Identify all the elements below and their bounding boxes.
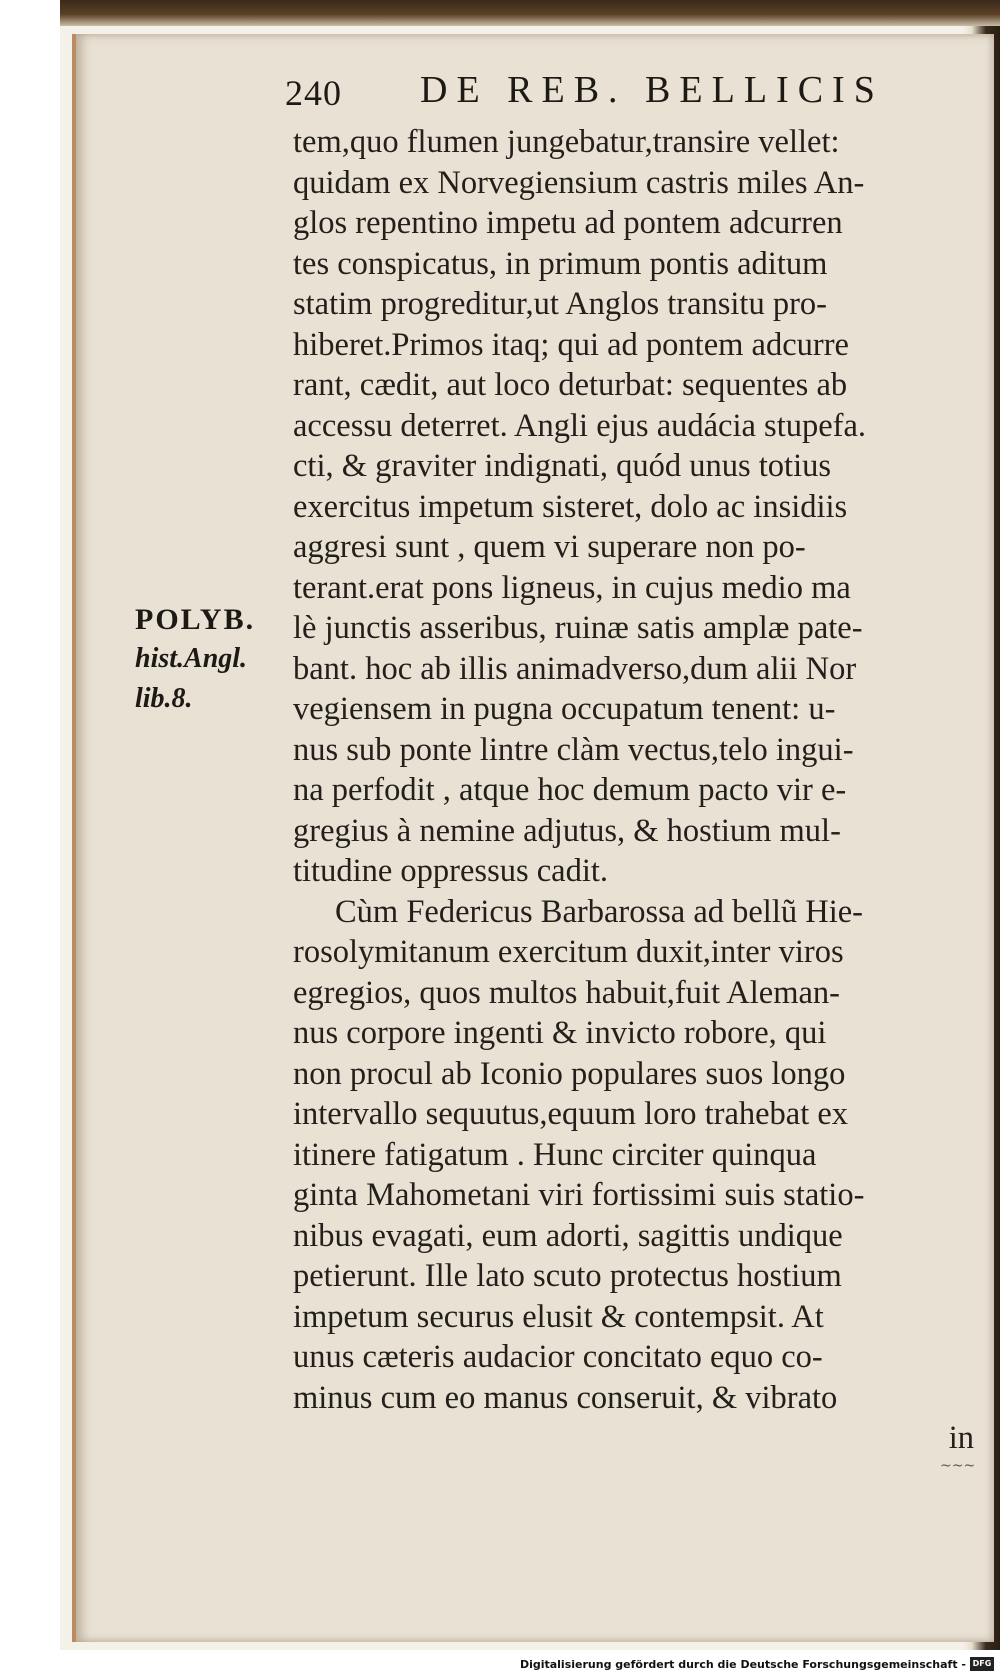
tilde-mark: ~~~ [940,1458,976,1474]
text-line: nus corpore ingenti & invicto robore, qui [293,1015,827,1051]
text-line: lè junctis asseribus, ruinæ satis amplæ pate- [293,610,863,646]
body-text [293,122,978,1459]
text-line: accessu deterret. Angli ejus audácia stupefa. [293,407,867,444]
text-line: terant.erat pons ligneus, in cujus medio ma [293,569,851,606]
catchword: in [948,1420,974,1456]
text-line: aggresi sunt , quem vi superare non po- [293,529,806,565]
funding-credit: Digitalisierung gefördert durch die Deutsche Forschungsgemeinschaft - [519,1658,966,1671]
text-line: na perfodit , atque hoc demum pacto vir e- [293,772,847,808]
marginal-note-author: POLYB. [135,603,256,636]
paragraph-start-line: Cùm Federicus Barbarossa ad bellũ Hie- [335,893,863,930]
text-line: rosolymitanum exercitum duxit,inter viros [293,934,844,970]
marginal-note [135,603,285,723]
page-header [285,68,945,112]
dfg-logo: DFG [970,1657,994,1671]
page-number: 240 [285,73,342,113]
running-head: DE REB. BELLICIS [420,69,884,111]
text-line: egregios, quos multos habuit,fuit Aleman- [293,974,841,1011]
text-line: titudine oppressus cadit. [293,853,609,889]
text-line: nus sub ponte lintre clàm vectus,telo ingui- [293,731,854,768]
text-line: glos repentino impetu ad pontem adcurren [293,205,843,241]
text-line: itinere fatigatum . Hunc circiter quinqua [293,1136,817,1173]
footer-bar [0,1652,1000,1678]
text-line: petierunt. Ille lato scuto protectus hostium [293,1258,842,1294]
text-line: non procul ab Iconio populares suos longo [293,1055,846,1092]
text-line: rant, cædit, aut loco deturbat: sequentes ab [293,367,848,403]
text-line: gregius à nemine adjutus, & hostium mul- [293,812,841,849]
text-line: vegiensem in pugna occupatum tenent: u- [293,691,836,727]
marginal-note-work: hist.Angl. [135,643,248,674]
text-line: cti, & graviter indignati, quód unus totius [293,448,831,484]
text-line: nibus evagati, eum adorti, sagittis undique [293,1217,843,1254]
text-line: statim progreditur,ut Anglos transitu pro- [293,286,827,322]
text-line: unus cæteris audacior concitato equo co- [293,1339,823,1375]
text-line: intervallo sequutus,equum loro trahebat ex [293,1096,849,1132]
text-line: hiberet.Primos itaq; qui ad pontem adcurre [293,326,849,363]
text-line: minus cum eo manus conseruit, & vibrato [293,1379,838,1416]
text-line: exercitus impetum sisteret, dolo ac insidiis [293,488,848,525]
text-line: impetum securus elusit & contempsit. At [293,1298,824,1335]
text-line: quidam ex Norvegiensium castris miles An- [293,164,865,201]
text-line: ginta Mahometani viri fortissimi suis statio- [293,1177,865,1213]
text-line: tem,quo flumen jungebatur,transire vellet: [293,124,840,160]
marginal-note-book: lib.8. [135,683,193,714]
book-top-edge [60,0,1000,26]
text-line: bant. hoc ab illis animadverso,dum alii Nor [293,650,857,687]
text-line: tes conspicatus, in primum pontis aditum [293,245,828,282]
